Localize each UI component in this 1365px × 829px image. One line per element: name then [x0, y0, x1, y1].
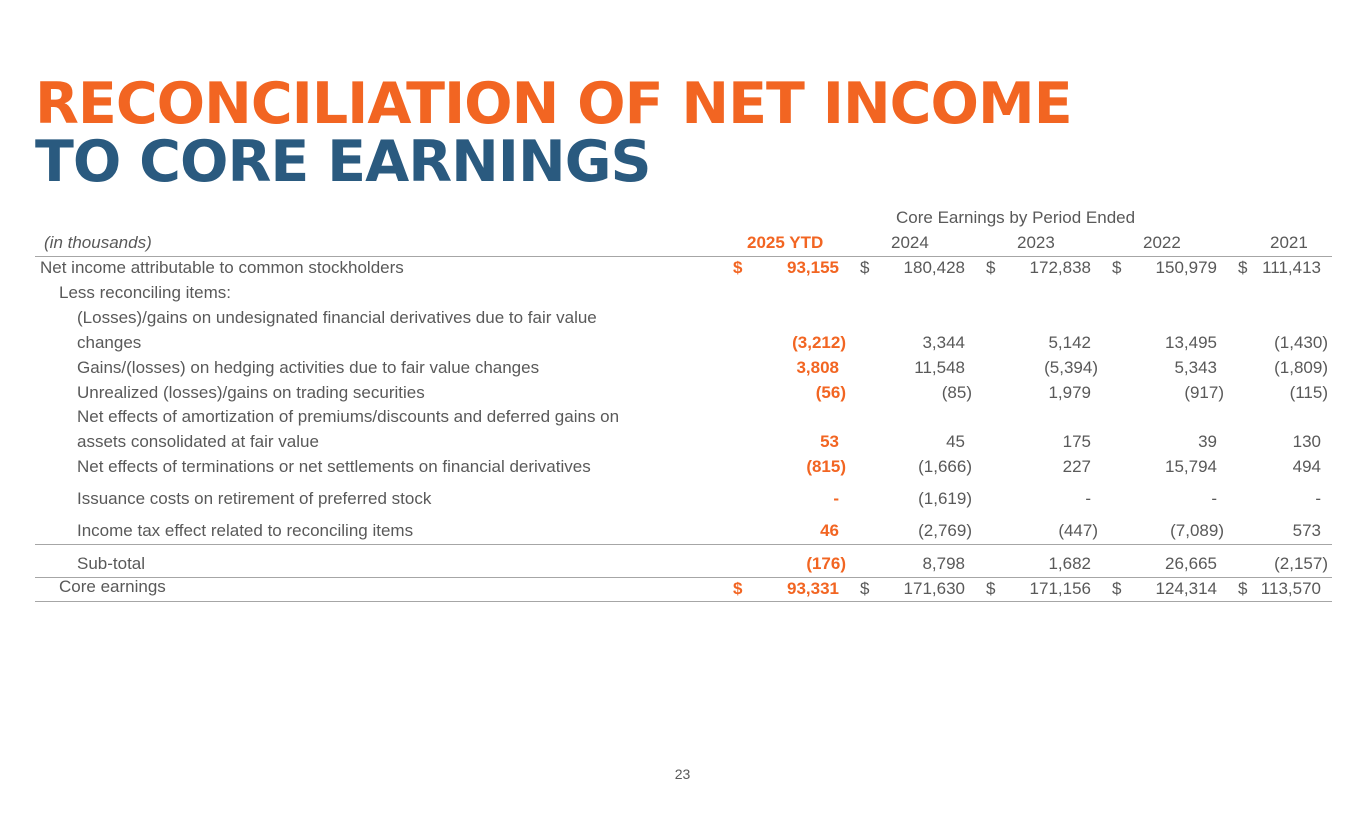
value-2021: (2,157)	[1274, 554, 1328, 573]
currency-symbol: $	[860, 258, 870, 277]
value-2023: (5,394)	[1044, 358, 1098, 377]
currency-symbol: $	[986, 258, 996, 277]
value-2022: (7,089)	[1170, 521, 1224, 540]
value-2023: 172,838	[1029, 258, 1091, 277]
value-2022: 26,665	[1165, 554, 1217, 573]
row-label: Unrealized (losses)/gains on trading securities	[77, 383, 425, 402]
value-2025ytd: 46	[820, 521, 839, 540]
row-label: Net income attributable to common stockholders	[40, 258, 404, 277]
value-2022: 13,495	[1165, 333, 1217, 352]
value-2022: (917)	[1184, 383, 1224, 402]
currency-symbol: $	[733, 258, 743, 277]
column-header-2021: 2021	[1270, 233, 1308, 252]
subtotal-rule	[35, 544, 1332, 545]
value-2021: 113,570	[1260, 579, 1321, 598]
value-2023: 227	[1062, 457, 1091, 476]
value-2022: 15,794	[1165, 457, 1217, 476]
value-2024: 11,548	[914, 358, 965, 377]
row-label-continued: changes	[77, 333, 142, 352]
value-2024: (1,666)	[918, 457, 972, 476]
value-2024: (2,769)	[918, 521, 972, 540]
currency-symbol: $	[1112, 579, 1122, 598]
column-header-2025ytd: 2025 YTD	[747, 233, 824, 252]
value-2025ytd: -	[833, 489, 839, 508]
value-2021: 130	[1292, 432, 1321, 451]
column-header-2022: 2022	[1143, 233, 1181, 252]
value-2024: (85)	[941, 383, 972, 402]
header-rule	[35, 256, 1332, 257]
value-2023: 175	[1062, 432, 1091, 451]
title-line-1: RECONCILIATION OF NET INCOME	[35, 71, 1072, 137]
row-label: Sub-total	[77, 554, 146, 573]
value-2021: (1,430)	[1274, 333, 1328, 352]
value-2022: 5,343	[1174, 358, 1217, 377]
value-2025ytd: (3,212)	[792, 333, 846, 352]
units-label: (in thousands)	[44, 233, 152, 252]
currency-symbol: $	[860, 579, 870, 598]
currency-symbol: $	[1238, 258, 1248, 277]
value-2025ytd: 3,808	[796, 358, 839, 377]
value-2021: 573	[1292, 521, 1321, 540]
row-label: Net effects of amortization of premiums/discounts and deferred gains on	[77, 407, 620, 426]
core-rule	[35, 577, 1332, 578]
value-2025ytd: (176)	[806, 554, 846, 573]
value-2021: (115)	[1289, 383, 1328, 402]
currency-symbol: $	[733, 579, 743, 598]
row-label: (Losses)/gains on undesignated financial derivatives due to fair value	[77, 308, 597, 327]
value-2023: (447)	[1058, 521, 1098, 540]
value-2022: -	[1211, 489, 1217, 508]
page-title	[35, 71, 1072, 195]
value-2024: 8,798	[922, 554, 965, 573]
value-2023: -	[1085, 489, 1091, 508]
value-2021: 494	[1292, 457, 1321, 476]
value-2023: 1,682	[1048, 554, 1091, 573]
currency-symbol: $	[1112, 258, 1122, 277]
value-2021: 111,413	[1262, 258, 1321, 277]
column-header-2024: 2024	[891, 233, 929, 252]
value-2022: 150,979	[1155, 258, 1217, 277]
value-2025ytd: (56)	[815, 383, 846, 402]
value-2022: 124,314	[1155, 579, 1217, 598]
row-label: Core earnings	[59, 577, 166, 596]
row-label: Net effects of terminations or net settlements on financial derivatives	[77, 457, 591, 476]
row-label: Income tax effect related to reconciling items	[77, 521, 414, 540]
super-header: Core Earnings by Period Ended	[896, 208, 1136, 227]
value-2024: (1,619)	[918, 489, 972, 508]
title-line-2: TO CORE EARNINGS	[35, 129, 651, 195]
section-label: Less reconciling items:	[59, 283, 231, 302]
bottom-rule	[35, 601, 1332, 602]
value-2022: 39	[1198, 432, 1217, 451]
page-number: 23	[674, 766, 691, 782]
value-2024: 171,630	[903, 579, 965, 598]
column-header-2023: 2023	[1017, 233, 1055, 252]
row-label: Issuance costs on retirement of preferred stock	[77, 489, 432, 508]
value-2025ytd: (815)	[806, 457, 846, 476]
value-2025ytd: 53	[820, 432, 839, 451]
currency-symbol: $	[986, 579, 996, 598]
value-2023: 171,156	[1029, 579, 1091, 598]
row-label: Gains/(losses) on hedging activities due to fair value changes	[77, 358, 540, 377]
value-2024: 3,344	[922, 333, 965, 352]
value-2023: 1,979	[1048, 383, 1091, 402]
value-2024: 180,428	[903, 258, 965, 277]
value-2024: 45	[946, 432, 965, 451]
value-2025ytd: 93,155	[787, 258, 839, 277]
value-2025ytd: 93,331	[787, 579, 839, 598]
value-2021: (1,809)	[1274, 358, 1328, 377]
currency-symbol: $	[1238, 579, 1248, 598]
value-2021: -	[1315, 489, 1321, 508]
row-label-continued: assets consolidated at fair value	[77, 432, 319, 451]
value-2023: 5,142	[1048, 333, 1091, 352]
